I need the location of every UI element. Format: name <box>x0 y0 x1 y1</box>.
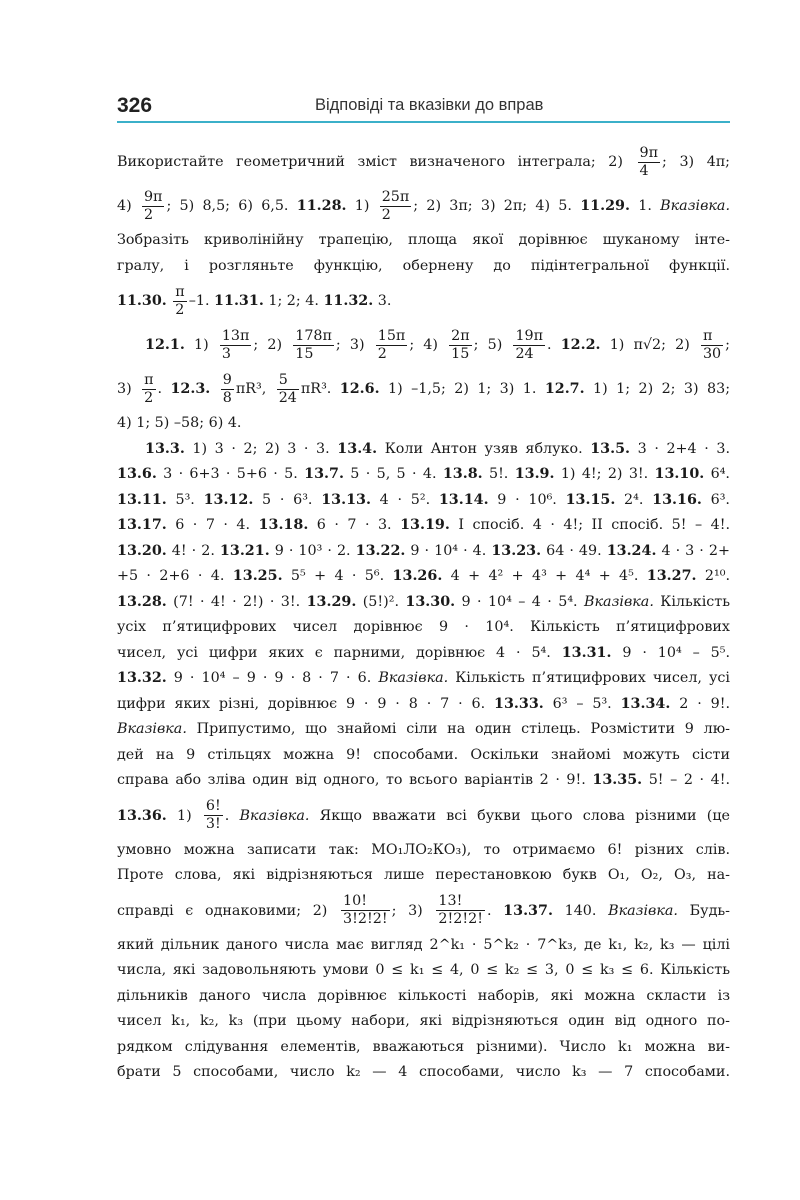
text-line: 13.11. 5³. 13.12. 5 · 6³. 13.13. 4 · 5². 13.14. 9 · 10⁶. 13.15. 2⁴. 13.16. 6³. <box>117 491 730 508</box>
exercise-number: 13.24. <box>606 542 657 559</box>
hint-label: Вказівка. <box>584 593 654 610</box>
fraction: $\frac{6!}{3!}$ <box>205 798 221 832</box>
text-line: числа, які задовольняють умови 0 ≤ k₁ ≤ 4, 0 ≤ k₂ ≤ 3, 0 ≤ k₃ ≤ 6. Кількість <box>117 962 730 978</box>
hint-label: Вказівка. <box>608 902 678 919</box>
exercise-number: 12.1. <box>145 337 185 353</box>
fraction: $\frac{10!}{3!2!2!}$ <box>343 893 388 927</box>
exercise-number: 13.30. <box>405 593 456 610</box>
exercise-number: 13.26. <box>392 568 443 584</box>
fraction: $\frac{13\pi}{3}$ <box>221 327 250 362</box>
text-line: умовно можна записати так: МО₁ЛО₂КО₃), то отримаємо 6! різних слів. <box>117 841 730 858</box>
exercise-number: 13.32. <box>117 670 167 686</box>
exercise-number: 13.19. <box>400 517 450 533</box>
exercise-number: 12.2. <box>560 337 601 353</box>
fraction: $\frac{15\pi}{2}$ <box>377 327 406 362</box>
text-line: 13.36. 1) $\frac{6!}{3!}$ . Вказівка. Якщо вважати всі букви цього слова різними (це <box>117 798 730 832</box>
exercise-number: 13.15. <box>565 491 616 508</box>
text-line: рядком слідування елементів, вважаються різними). Число k₁ можна ви- <box>117 1038 730 1055</box>
exercise-number: 13.18. <box>258 517 309 533</box>
exercise-number: 13.6. <box>117 466 157 482</box>
hint-label: Вказівка. <box>378 670 449 686</box>
text-line: чисел k₁, k₂, k₃ (при цьому набори, які відрізняються один від одного по- <box>117 1013 730 1029</box>
text-line: брати 5 способами, число k₂ — 4 способами, число k₃ — 7 способами. <box>117 1064 730 1080</box>
exercise-number: 13.16. <box>652 491 702 508</box>
text-line: Проте слова, які відрізняються лише перестановкою букв О₁, О₂, О₃, на- <box>117 867 730 883</box>
exercise-number: 11.30. <box>117 293 167 309</box>
text-line: Використайте геометричний зміст визначеного інтеграла; 2) $\frac{9\pi}{4}$ ; 3) 4π; <box>117 144 730 179</box>
text-line: +5 · 2+6 · 4. 13.25. 5⁵ + 4 · 5⁶. 13.26. 4 + 4² + 4³ + 4⁴ + 4⁵. 13.27. 2¹⁰. <box>117 568 730 584</box>
fraction: $\frac{178\pi}{15}$ <box>295 327 332 362</box>
exercise-number: 12.3. <box>170 381 211 397</box>
exercise-number: 13.7. <box>304 466 344 482</box>
exercise-number: 13.36. <box>117 807 167 824</box>
fraction: $\frac{\pi}{2}$ <box>175 283 185 318</box>
exercise-number: 13.21. <box>219 542 270 559</box>
text-line: гралу, і розгляньте функцію, обернену до підінтегральної функції. <box>117 257 730 274</box>
exercise-number: 13.17. <box>117 517 167 533</box>
exercise-number: 13.9. <box>514 466 555 482</box>
fraction: $\frac{13!}{2!2!2!}$ <box>438 893 483 927</box>
exercise-number: 13.27. <box>646 568 697 584</box>
exercise-number: 13.28. <box>117 593 167 610</box>
exercise-number: 12.6. <box>339 381 380 397</box>
exercise-number: 13.5. <box>590 440 631 457</box>
text-line: справді є однаковими; 2) $\frac{10!}{3!2!2!}$ ; 3) $\frac{13!}{2!2!2!}$ . 13.37. 140. Вказівка. Будь- <box>117 893 730 927</box>
exercise-number: 13.12. <box>203 491 254 508</box>
text-line: справа або зліва один від одного, то всього варіантів 2 · 9!. 13.35. 5! – 2 · 4!. <box>117 772 730 788</box>
exercise-number: 13.37. <box>503 902 553 919</box>
exercise-number: 11.28. <box>296 198 347 214</box>
fraction: $\frac{\pi}{30}$ <box>702 327 722 362</box>
fraction: $\frac{9}{8}$ <box>222 371 232 406</box>
text-line: 13.32. 9 · 10⁴ – 9 · 9 · 8 · 7 · 6. Вказівка. Кількість п’ятицифрових чисел, усі <box>117 670 730 686</box>
exercise-number: 13.25. <box>232 568 283 584</box>
exercise-number: 12.7. <box>544 381 585 397</box>
text-line: 12.1. 1) $\frac{13\pi}{3}$ ; 2) $\frac{178\pi}{15}$ ; 3) $\frac{15\pi}{2}$ ; 4) $\frac{2\pi}{15}$ ; 5) $\frac{19\pi}{24}$ . 12.2. 1) π√2; 2) $\frac{\pi}{30}$ ; <box>145 327 730 362</box>
text-line: 13.3. 1) 3 · 2; 2) 3 · 3. 13.4. Коли Антон узяв яблуко. 13.5. 3 · 2+4 · 3. <box>145 440 730 457</box>
page-header <box>117 92 730 124</box>
exercise-number: 13.35. <box>592 772 643 788</box>
hint-label: Вказівка. <box>660 198 730 214</box>
text-line: який дільник даного числа має вигляд 2^k₁ · 5^k₂ · 7^k₃, де k₁, k₂, k₃ — цілі <box>117 936 730 953</box>
exercise-number: 11.31. <box>214 293 264 309</box>
answers-text <box>117 140 730 1086</box>
exercise-number: 13.33. <box>494 695 544 712</box>
exercise-number: 13.10. <box>654 466 705 482</box>
exercise-number: 13.31. <box>561 644 612 661</box>
exercise-number: 13.23. <box>491 542 542 559</box>
running-title: Відповіді та вказівки до вправ <box>315 96 544 114</box>
fraction: $\frac{2\pi}{15}$ <box>451 327 470 362</box>
fraction: $\frac{9\pi}{4}$ <box>639 144 659 179</box>
fraction: $\frac{25\pi}{2}$ <box>381 188 410 223</box>
exercise-number: 13.11. <box>117 491 167 508</box>
text-line: цифри яких різні, дорівнює 9 · 9 · 8 · 7 · 6. 13.33. 6³ – 5³. 13.34. 2 · 9!. <box>117 695 730 712</box>
text-line: 13.20. 4! · 2. 13.21. 9 · 10³ · 2. 13.22. 9 · 10⁴ · 4. 13.23. 64 · 49. 13.24. 4 · 3 · 2+ <box>117 542 730 559</box>
text-line: Вказівка. Припустимо, що знайомі сіли на один стілець. Розмістити 9 лю- <box>117 721 730 737</box>
fraction: $\frac{\pi}{2}$ <box>144 371 154 406</box>
text-line: Зобразіть криволінійну трапецію, площа якої дорівнює шуканому інте- <box>117 232 730 248</box>
text-line: 3) $\frac{\pi}{2}$ . 12.3. $\frac{9}{8}$ πR³, $\frac{5}{24}$ πR³. 12.6. 1) –1,5; 2) 1; 3) 1. 12.7. 1) 1; 2) 2; 3) 83; <box>117 371 730 406</box>
fraction: $\frac{5}{24}$ <box>278 371 297 406</box>
exercise-number: 13.13. <box>321 491 371 508</box>
exercise-number: 13.22. <box>355 542 406 559</box>
text-line: дільників даного числа дорівнює кількості наборів, які можна скласти із <box>117 987 730 1004</box>
text-line: 11.30. $\frac{\pi}{2}$ –1. 11.31. 1; 2; 4. 11.32. 3. <box>117 283 392 318</box>
text-line: 4) 1; 5) –58; 6) 4. <box>117 415 242 431</box>
exercise-number: 13.8. <box>442 466 483 482</box>
text-line: 13.28. (7! · 4! · 2!) · 3!. 13.29. (5!)². 13.30. 9 · 10⁴ – 4 · 5⁴. Вказівка. Кількість <box>117 593 730 610</box>
exercise-number: 13.29. <box>306 593 357 610</box>
text-line: усіх п’ятицифрових чисел дорівнює 9 · 10⁴. Кількість п’ятицифрових <box>117 619 730 635</box>
header-divider <box>117 121 730 123</box>
exercise-number: 13.14. <box>438 491 489 508</box>
exercise-number: 13.3. <box>145 440 185 457</box>
exercise-number: 13.4. <box>337 440 378 457</box>
exercise-number: 13.20. <box>117 542 167 559</box>
text-line: 13.6. 3 · 6+3 · 5+6 · 5. 13.7. 5 · 5, 5 · 4. 13.8. 5!. 13.9. 1) 4!; 2) 3!. 13.10. 6⁴. <box>117 466 730 482</box>
text-line: 4) $\frac{9\pi}{2}$ ; 5) 8,5; 6) 6,5. 11.28. 1) $\frac{25\pi}{2}$ ; 2) 3π; 3) 2π; 4) 5. 11.29. 1. Вказівка. <box>117 188 730 223</box>
exercise-number: 11.32. <box>323 293 374 309</box>
exercise-number: 13.34. <box>620 695 671 712</box>
hint-label: Вказівка. <box>117 721 187 737</box>
page-number: 326 <box>117 94 153 117</box>
fraction: $\frac{19\pi}{24}$ <box>515 327 544 362</box>
text-line: 13.17. 6 · 7 · 4. 13.18. 6 · 7 · 3. 13.19. І спосіб. 4 · 4!; ІІ спосіб. 5! – 4!. <box>117 517 730 533</box>
hint-label: Вказівка. <box>239 807 310 824</box>
exercise-number: 11.29. <box>580 198 630 214</box>
text-line: чисел, усі цифри яких є парними, дорівнює 4 · 5⁴. 13.31. 9 · 10⁴ – 5⁵. <box>117 644 730 661</box>
fraction: $\frac{9\pi}{2}$ <box>143 188 163 223</box>
text-line: дей на 9 стільцях можна 9! способами. Оскільки знайомі можуть сісти <box>117 746 730 763</box>
